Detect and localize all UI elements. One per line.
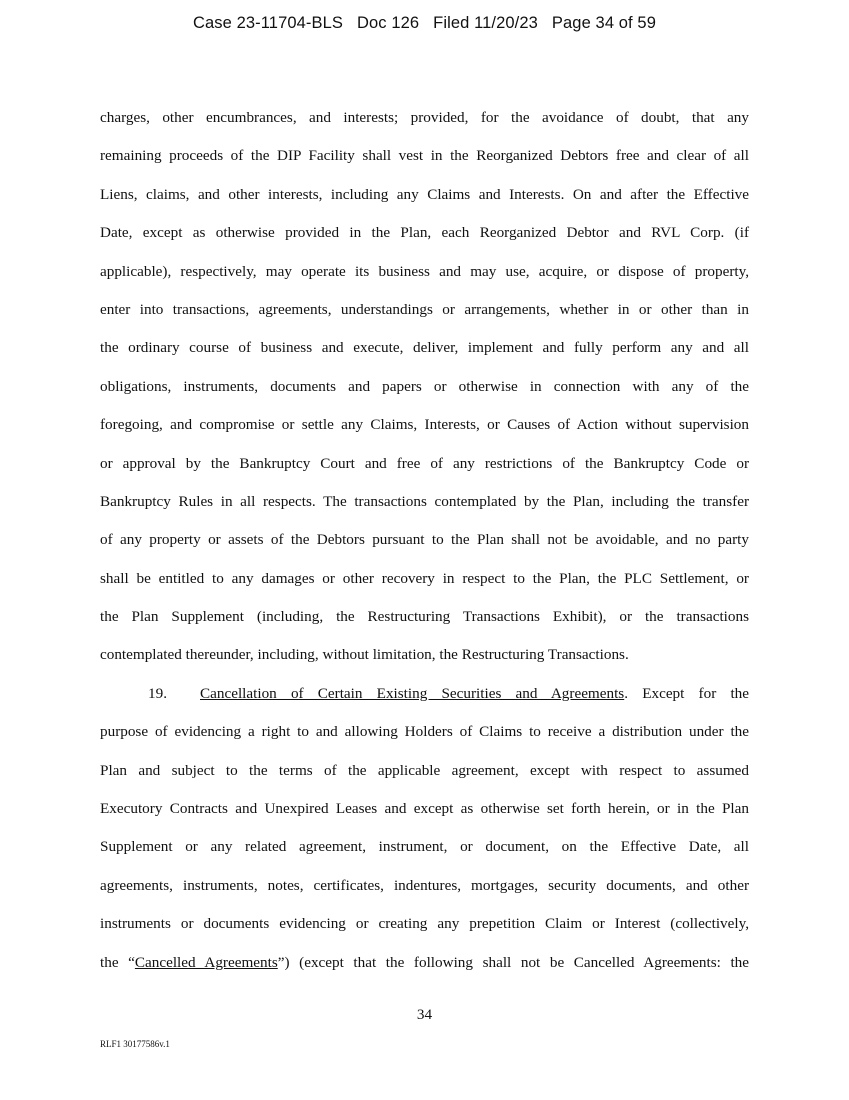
section-heading-tail: . Except for the <box>624 684 750 702</box>
document-body <box>100 99 749 982</box>
doc-number: Doc 126 <box>357 14 420 32</box>
case-header <box>0 14 849 33</box>
text-line: remaining proceeds of the DIP Facility shall vest in the Reorganized Debtors free and clear of all <box>100 147 749 165</box>
text-line: instruments or documents evidencing or creating any prepetition Claim or Interest (collectively, <box>100 915 749 933</box>
page-count: Page 34 of 59 <box>551 14 656 32</box>
defined-term: Cancelled Agreements <box>134 953 278 971</box>
filed-date: Filed 11/20/23 <box>433 14 538 32</box>
text-line: applicable), respectively, may operate its business and may use, acquire, or dispose of property, <box>100 262 749 280</box>
text-line: of any property or assets of the Debtors pursuant to the Plan shall not be avoidable, and no party <box>100 531 749 549</box>
text-line: or approval by the Bankruptcy Court and free of any restrictions of the Bankruptcy Code or <box>100 454 749 472</box>
section-number: 19. <box>148 684 167 702</box>
text-line: the ordinary course of business and execute, deliver, implement and fully perform any and all <box>100 339 749 357</box>
section-heading: Cancellation of Certain Existing Securities and Agreements <box>200 684 625 702</box>
text-line: Plan and subject to the terms of the applicable agreement, except with respect to assumed <box>100 761 749 779</box>
section-19 <box>100 675 749 982</box>
text-line: the Plan Supplement (including, the Restructuring Transactions Exhibit), or the transactions <box>100 608 749 626</box>
text-line: shall be entitled to any damages or other recovery in respect to the Plan, the PLC Settlement, or <box>100 569 749 587</box>
text-line-defined-term <box>100 944 749 982</box>
case-number: Case 23-11704-BLS <box>193 14 343 32</box>
text-line: purpose of evidencing a right to and allowing Holders of Claims to receive a distribution under the <box>100 723 749 741</box>
section-heading-line <box>100 675 749 713</box>
paragraph-continuation <box>100 99 749 675</box>
page-number: 34 <box>416 1006 433 1023</box>
text-line: Executory Contracts and Unexpired Leases and except as otherwise set forth herein, or in the Plan <box>100 800 749 818</box>
text-line: Liens, claims, and other interests, including any Claims and Interests. On and after the Effective <box>100 185 749 203</box>
text-line: contemplated thereunder, including, without limitation, the Restructuring Transactions. <box>100 646 629 664</box>
text-line: obligations, instruments, documents and papers or otherwise in connection with any of the <box>100 377 749 395</box>
document-id: RLF1 30177586v.1 <box>100 1039 170 1049</box>
line-prefix: the “ <box>100 953 135 971</box>
text-line: Bankruptcy Rules in all respects. The transactions contemplated by the Plan, including the transfer <box>100 492 749 510</box>
text-line: enter into transactions, agreements, understandings or arrangements, whether in or other than in <box>100 300 749 318</box>
text-line: foregoing, and compromise or settle any Claims, Interests, or Causes of Action without supervision <box>100 416 749 434</box>
line-suffix: ”) (except that the following shall not be Cancelled Agreements: the <box>277 953 749 971</box>
text-line: agreements, instruments, notes, certificates, indentures, mortgages, security documents, and other <box>100 876 749 894</box>
text-line: Supplement or any related agreement, instrument, or document, on the Effective Date, all <box>100 838 749 856</box>
text-line: Date, except as otherwise provided in the Plan, each Reorganized Debtor and RVL Corp. (if <box>100 224 749 242</box>
text-line: charges, other encumbrances, and interests; provided, for the avoidance of doubt, that any <box>100 109 749 126</box>
